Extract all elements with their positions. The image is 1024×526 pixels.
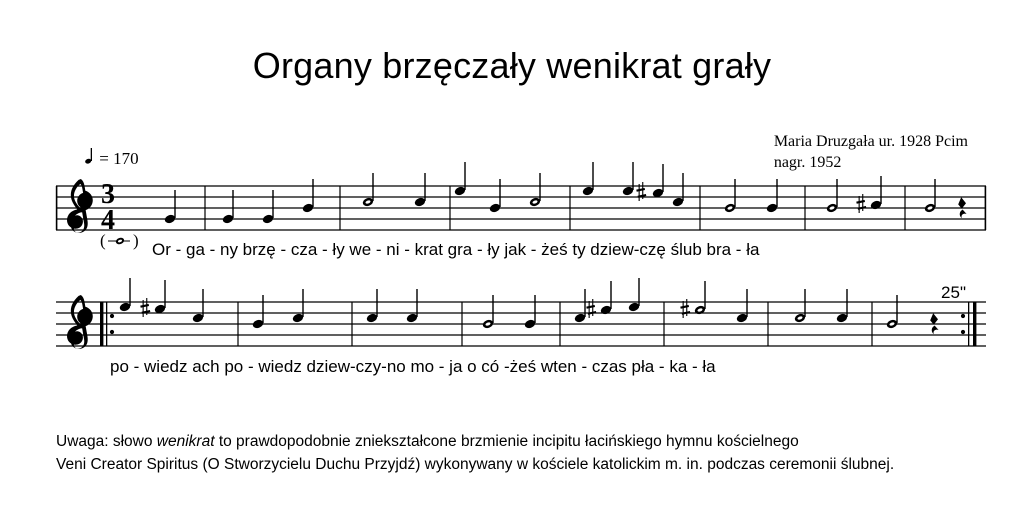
- note-group-35: [794, 289, 807, 323]
- note-group-26: [366, 289, 379, 323]
- note-group-21: [119, 278, 132, 312]
- footnote-line-1: [56, 430, 986, 453]
- note-group-4: [302, 179, 315, 213]
- treble-clef-1: [67, 179, 93, 233]
- note-group-15: [766, 179, 779, 213]
- note-group-28: [482, 295, 495, 329]
- svg-text:(: (: [100, 231, 106, 250]
- note-group-13: [672, 173, 685, 207]
- note-group-1: [164, 190, 177, 224]
- footnote: [56, 430, 986, 476]
- note-group-25: [292, 289, 305, 323]
- note-group-24: [252, 295, 265, 329]
- tempo-value: = 170: [99, 149, 139, 168]
- note-group-9: [529, 173, 542, 207]
- note-group-30: [574, 289, 587, 323]
- attribution-line-1: Maria Druzgała ur. 1928 Pcim: [773, 133, 968, 150]
- note-group-31: [600, 281, 613, 315]
- note-group-37: [886, 295, 899, 329]
- footnote-line-1-before: Uwaga: słowo: [56, 433, 157, 450]
- note-group-11: [622, 162, 635, 196]
- time-signature: [101, 179, 115, 236]
- note-group-34: [736, 289, 749, 323]
- note-group-32: [628, 278, 641, 312]
- note-group-2: [222, 190, 235, 224]
- staff-system-2: [56, 278, 986, 349]
- note-group-12: [652, 164, 665, 198]
- svg-text:3: 3: [101, 179, 115, 210]
- note-group-33: [694, 281, 707, 315]
- footnote-italic-term: wenikrat: [156, 433, 215, 450]
- note-group-10: [582, 162, 595, 196]
- note-group-14: [724, 179, 737, 213]
- lyrics-stave-1: Or - ga - ny brzę - cza - ły we - ni - krat gra - ły jak - żeś ty dziew-czę ślub bra - ła: [152, 240, 760, 259]
- note-group-23: [192, 289, 205, 323]
- note-group-3: [262, 190, 275, 224]
- svg-text:4: 4: [101, 205, 115, 236]
- note-group-27: [406, 289, 419, 323]
- note-group-6: [414, 173, 427, 207]
- note-group-17: [870, 176, 883, 210]
- staff-system-1: [56, 162, 986, 250]
- footnote-line-2: Veni Creator Spiritus (O Stworzycielu Duchu Przyjdź) wykonywany w kościele katolickim m. in. podczas ceremonii ślubnej.: [56, 456, 895, 473]
- note-group-7: [454, 162, 467, 196]
- note-group-18: [924, 179, 937, 213]
- note-group-22: [154, 280, 167, 314]
- treble-clef-2: [67, 295, 93, 349]
- accidental-sharp-3: [140, 298, 150, 317]
- attribution-line-2: nagr. 1952: [773, 154, 842, 171]
- footnote-line-1-after: to prawdopodobnie zniekształcone brzmienie incipitu łacińskiego hymnu kościelnego: [214, 433, 799, 450]
- note-group-16: [826, 179, 839, 213]
- duration-mark: 25": [941, 283, 966, 302]
- svg-text:): ): [133, 231, 139, 250]
- note-group-36: [836, 289, 849, 323]
- lyrics-stave-2: po - wiedz ach po - wiedz dziew-czy-no mo - ja o có -żeś wten - czas pła - ka - ła: [110, 357, 716, 376]
- page-title: Organy brzęczały wenikrat grały: [252, 45, 772, 86]
- note-group-29: [524, 295, 537, 329]
- accidental-sharp-1: [636, 182, 646, 201]
- note-group-8: [489, 179, 502, 213]
- note-group-5: [362, 173, 375, 207]
